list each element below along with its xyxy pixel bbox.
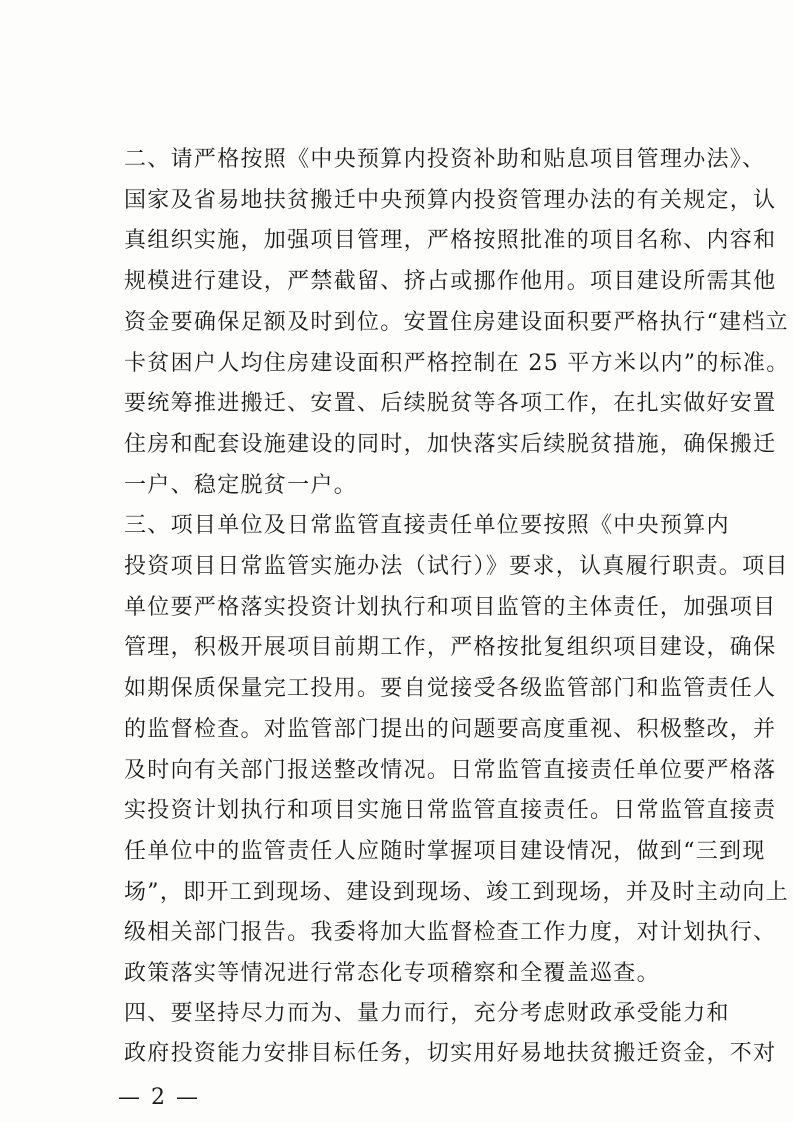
paragraph-line: 住房和配套设施建设的同时，加快落实后续脱贫措施，确保搬迁	[124, 432, 777, 457]
paragraph-line: 国家及省易地扶贫搬迁中央预算内投资管理办法的有关规定，认	[124, 188, 777, 213]
paragraph-line: 政策落实等情况进行常态化专项稽察和全覆盖巡查。	[124, 961, 660, 986]
paragraph-line: 规模进行建设，严禁截留、挤占或挪作他用。项目建设所需其他	[124, 269, 777, 294]
paragraph-line: 真组织实施，加强项目管理，严格按照批准的项目名称、内容和	[124, 228, 777, 253]
paragraph-line: 三、项目单位及日常监管直接责任单位要按照《中央预算内	[124, 513, 730, 538]
paragraph-line: 如期保质保量完工投用。要自觉接受各级监管部门和监管责任人	[124, 676, 777, 701]
paragraph-line: 级相关部门报告。我委将加大监督检查工作力度，对计划执行、	[124, 920, 777, 945]
paragraph-line: 的监督检查。对监管部门提出的问题要高度重视、积极整改，并	[124, 717, 777, 742]
paragraph-line: 二、请严格按照《中央预算内投资补助和贴息项目管理办法》、	[124, 147, 766, 172]
paragraph-line: 政府投资能力安排目标任务，切实用好易地扶贫搬迁资金，不对	[124, 1041, 777, 1066]
paragraph-line: 一户、稳定脱贫一户。	[124, 473, 358, 498]
paragraph-line: 任单位中的监管责任人应随时掌握项目建设情况，做到“三到现	[124, 839, 766, 864]
paragraph-line: 要统筹推进搬迁、安置、后续脱贫等各项工作，在扎实做好安置	[124, 391, 777, 416]
paragraph-line: 实投资计划执行和项目实施日常监管直接责任。日常监管直接责	[124, 798, 777, 823]
paragraph-line: 卡贫困户人均住房建设面积严格控制在 25 平方米以内”的标准。	[124, 351, 790, 376]
paragraph-line: 管理，积极开展项目前期工作，严格按批复组织项目建设，确保	[124, 635, 777, 660]
paragraph-line: 资金要确保足额及时到位。安置住房建设面积要严格执行“建档立	[124, 310, 789, 335]
paragraph-line: 场”，即开工到现场、建设到现场、竣工到现场，并及时主动向上	[124, 880, 789, 905]
paragraph-line: 单位要严格落实投资计划执行和项目监管的主体责任，加强项目	[124, 595, 777, 620]
paragraph-line: 四、要坚持尽力而为、量力而行，充分考虑财政承受能力和	[124, 1001, 730, 1026]
paragraph-line: 及时向有关部门报送整改情况。日常监管直接责任单位要严格落	[124, 758, 777, 783]
paragraph-line: 投资项目日常监管实施办法（试行）》要求，认真履行职责。项目	[124, 554, 789, 579]
page-number: — 2 —	[118, 1085, 200, 1110]
